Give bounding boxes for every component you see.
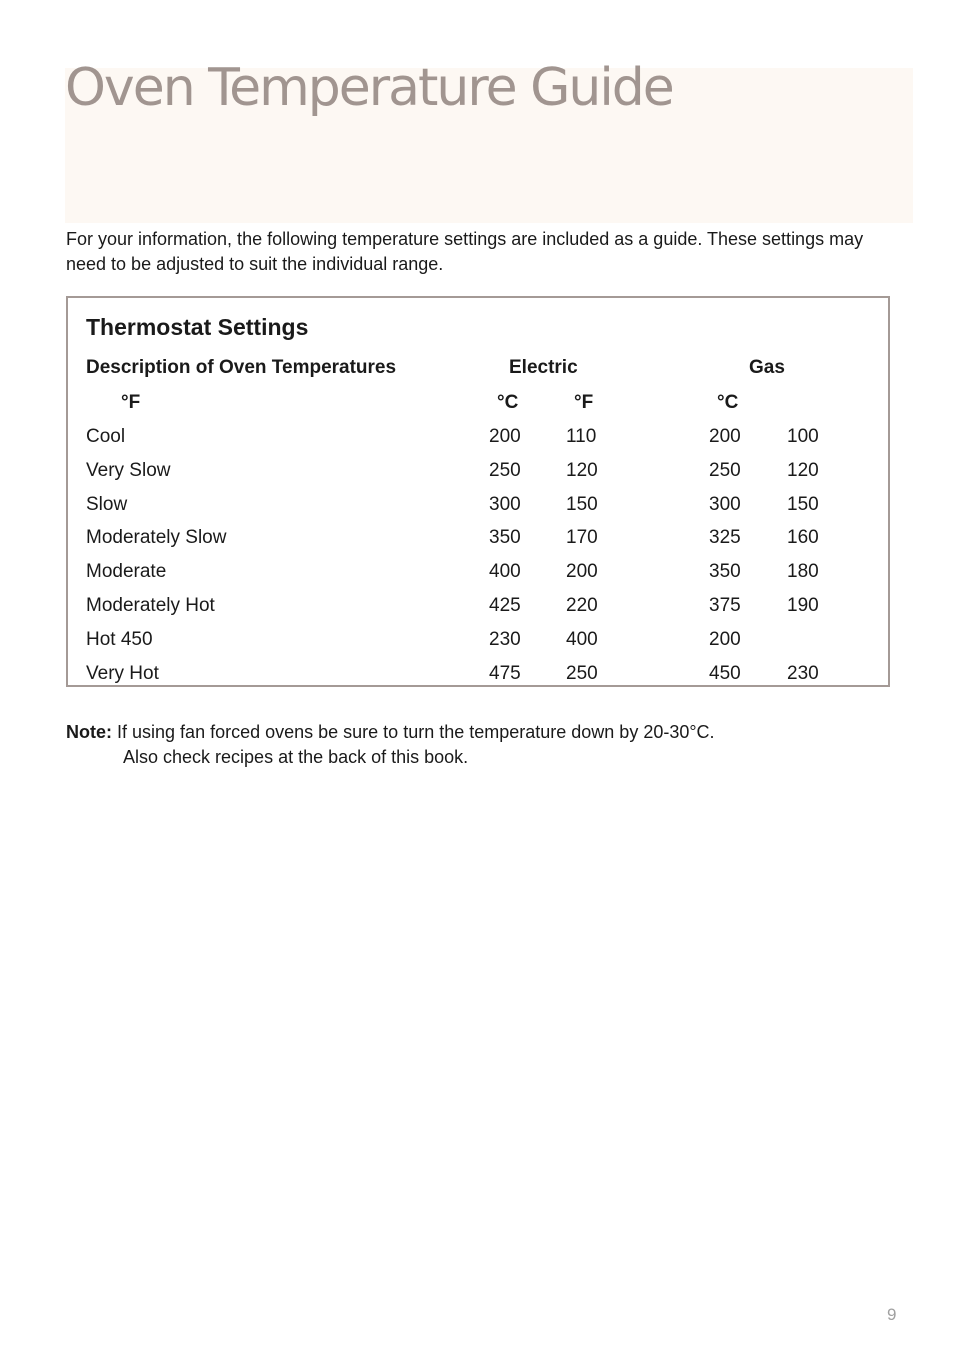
- row-label: Moderately Hot: [86, 595, 215, 616]
- row-value-c4: 150: [787, 493, 819, 515]
- intro-paragraph: For your information, the following temperature settings are included as a guide. These settings may need to be adjusted to suit the individual range.: [66, 229, 864, 274]
- header-electric: Electric: [509, 357, 578, 378]
- row-value-c3: 325: [709, 527, 741, 549]
- row-value-c3: 200: [709, 628, 741, 650]
- header-electric-c: °C: [497, 392, 519, 413]
- row-value-c2: 120: [566, 459, 598, 481]
- row-value-c4: 120: [787, 459, 819, 481]
- header-gas: Gas: [749, 357, 785, 378]
- header-description: Description of Oven Temperatures: [86, 357, 397, 378]
- page-number: 9: [887, 1305, 897, 1324]
- row-value-c4: 100: [787, 426, 819, 447]
- note-label: Note:: [66, 722, 112, 742]
- thermostat-table: [66, 296, 890, 687]
- row-value-c3: 300: [709, 493, 741, 515]
- row-value-c1: 350: [489, 527, 521, 549]
- row-value-c4: 180: [787, 561, 819, 583]
- row-value-c2: 250: [566, 662, 598, 684]
- row-value-c3: 375: [709, 595, 741, 616]
- row-label: Hot 450: [86, 628, 153, 650]
- row-value-c4: 230: [787, 662, 819, 684]
- row-value-c1: 475: [489, 662, 521, 684]
- row-value-c4: 160: [787, 527, 819, 549]
- row-value-c2: 400: [566, 628, 598, 650]
- row-value-c3: 350: [709, 561, 741, 583]
- row-value-c2: 200: [566, 561, 598, 583]
- row-label: Slow: [86, 493, 128, 515]
- header-electric-f: °F: [574, 392, 594, 413]
- row-value-c1: 300: [489, 493, 521, 515]
- row-value-c2: 170: [566, 527, 598, 549]
- row-value-c2: 220: [566, 595, 598, 616]
- row-value-c3: 250: [709, 459, 741, 481]
- row-value-c1: 425: [489, 595, 521, 616]
- note-line2: Also check recipes at the back of this book.: [123, 747, 469, 767]
- header-gas-c: °C: [717, 392, 739, 413]
- row-value-c1: 200: [489, 426, 521, 447]
- row-label: Very Hot: [86, 662, 159, 684]
- page-title: Oven Temperature Guide: [65, 58, 673, 118]
- row-value-c1: 230: [489, 628, 521, 650]
- table-title: Thermostat Settings: [86, 314, 309, 340]
- row-label: Cool: [86, 426, 126, 447]
- row-label: Moderately Slow: [86, 527, 227, 549]
- row-value-c3: 200: [709, 426, 741, 447]
- header-unit-f-left: °F: [121, 392, 141, 413]
- note: [66, 720, 715, 770]
- note-line1: If using fan forced ovens be sure to turn the temperature down by 20-30°C.: [117, 722, 715, 742]
- row-value-c1: 250: [489, 459, 521, 481]
- row-value-c3: 450: [709, 662, 741, 684]
- row-label: Very Slow: [86, 459, 171, 481]
- row-value-c2: 150: [566, 493, 598, 515]
- row-value-c1: 400: [489, 561, 521, 583]
- row-value-c4: 190: [787, 595, 819, 616]
- row-label: Moderate: [86, 561, 167, 583]
- row-value-c2: 110: [566, 426, 597, 447]
